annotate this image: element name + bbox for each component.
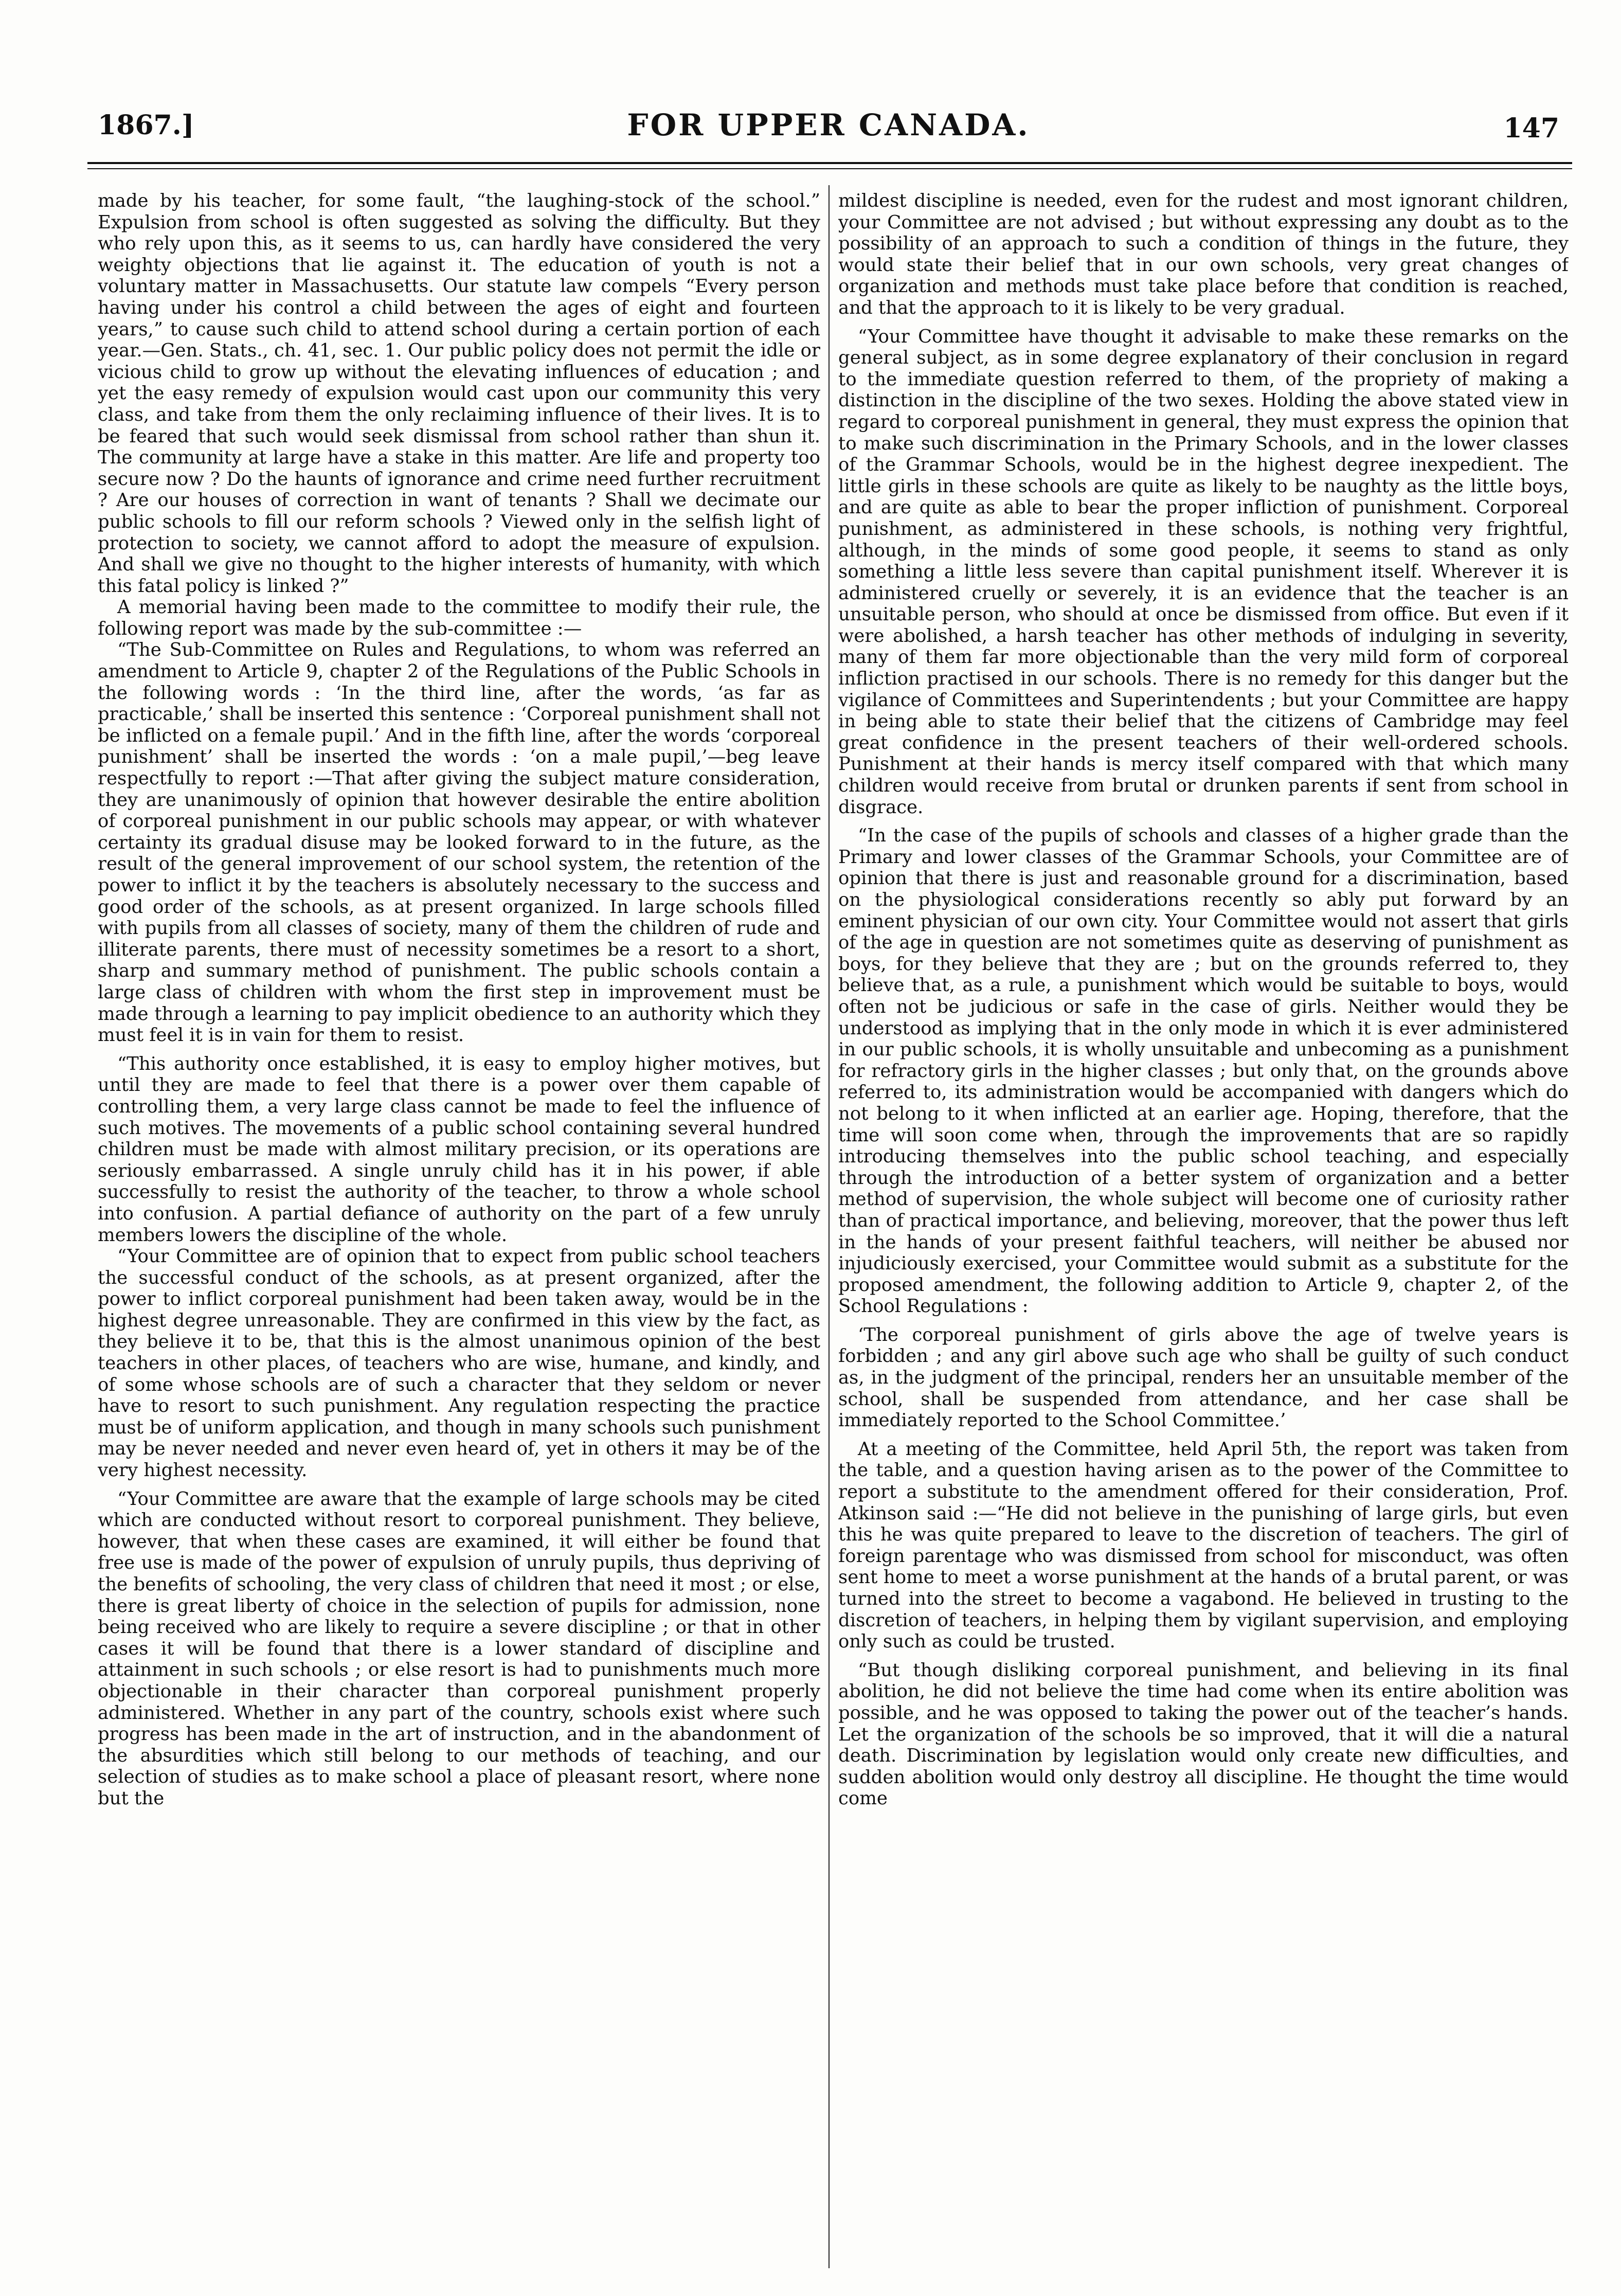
header-rule-thick [87, 162, 1572, 164]
paragraph: “In the case of the pupils of schools and classes of a higher grade than the Primary and lower classes of the Grammar Schools, your Committee are of opinion that there is just and reasonable ground for a discrimination, based on the physiological considerations recently so ably put forward by an eminent physician of our own city. Your Committee would not assert that girls of the age in question are not sometimes quite as deserving of punishment as boys, for they believe that they are ; but on the grounds referred to, they believe that, as a rule, a punishment which would be suitable to boys, would often not be judicious or safe in the case of girls. Neither would they be understood as implying that in the only mode in which it is ever administered in our public schools, it is wholly unsuitable and unbecoming as a punishment for refractory girls in the higher classes ; but only that, on the grounds above referred to, its administration would be accompanied with dangers which do not belong to it when inflicted at an earlier age. Hoping, therefore, that the time will soon come when, through the improvements that are so rapidly introducing themselves into the public school teaching, and especially through the introduction of a better system of organization and a better method of supervision, the whole subject will become one of curiosity rather than of practical importance, and believing, moreover, that the power thus left in the hands of your present faithful teachers, will neither be abused nor injudiciously exercised, your Committee would submit as a substitute for the proposed amendment, the following addition to Article 9, chapter 2, of the School Regulations : [838, 825, 1569, 1317]
paragraph: “Your Committee have thought it advisable to make these remarks on the general subject, as in some degree explanatory of their conclusion in regard to the immediate question referred to them, of the propriety of making a distinction in the discipline of the two sexes. Holding the above stated view in regard to corporeal punishment in general, they must express the opinion that to make such discrimination in the Primary Schools, and in the lower classes of the Grammar Schools, would be in the highest degree inexpedient. The little girls in these schools are quite as likely to be naughty as the little boys, and are quite as able to bear the proper infliction of punishment. Corporeal punishment, as administered in these schools, is nothing very frightful, although, in the minds of some good people, it seems to stand as only something a little less severe than capital punishment itself. Wherever it is administered cruelly or severely, it is an evidence that the teacher is an unsuitable person, who should at once be dismissed from office. But even if it were abolished, a harsh teacher has other methods of indulging in severity, many of them far more objectionable than the very mild form of corporeal infliction practised in our schools. There is no remedy for this danger but the vigilance of Committees and Superintendents ; but your Committee are happy in being able to state their belief that the citizens of Cambridge may feel great confidence in the present teachers of their well-ordered schools. Punishment at their hands is mercy itself compared with that which many children would receive from brutal or drunken parents if sent from school in disgrace. [838, 326, 1569, 818]
paragraph: “Your Committee are of opinion that to expect from public school teachers the successful conduct of the schools, as at present organized, after the power to inflict corporeal punishment had been taken away, would be in the highest degree unreasonable. They are confirmed in this view by the fact, as they believe it to be, that this is the almost unanimous opinion of the best teachers in other places, of teachers who are wise, humane, and kindly, and of some whose schools are of such a character that they seldom or never have to resort to such punishment. Any regulation respecting the practice must be of uniform application, and though in many schools such punishment may be never needed and never even heard of, yet in others it may be of the very highest necessity. [98, 1246, 820, 1481]
left-column [98, 190, 820, 2268]
header-title: FOR UPPER CANADA. [627, 107, 1030, 142]
paragraph: “This authority once established, it is easy to employ higher motives, but until they are made to feel that there is a power over them capable of controlling them, a very large class cannot be made to feel the influence of such motives. The movements of a public school containing several hundred children must be made with almost military precision, or its operations are seriously embarrassed. A single unruly child has it in his power, if able successfully to resist the authority of the teacher, to throw a whole school into confusion. A partial defiance of authority on the part of a few unruly members lowers the discipline of the whole. [98, 1053, 820, 1246]
column-divider [828, 185, 830, 2268]
paragraph: At a meeting of the Committee, held April 5th, the report was taken from the table, and a question having arisen as to the power of the Committee to report a substitute to the amendment offered for their consideration, Prof. Atkinson said :—“He did not believe in the punishing of large girls, but even this he was quite prepared to leave to the discretion of teachers. The girl of foreign parentage who was dismissed from school for misconduct, was often sent home to meet a worse punishment at the hands of a brutal parent, or was turned into the street to become a vagabond. He believed in trusting to the discretion of teachers, in helping them by vigilant supervision, and employing only such as could be trusted. [838, 1438, 1569, 1653]
paragraph: “But though disliking corporeal punishment, and believing in its final abolition, he did not believe the time had come when its entire abolition was possible, and he was opposed to taking the power out of the teacher’s hands. Let the organization of the schools be so improved, that it will die a natural death. Discrimination by legislation would only create new difficulties, and sudden abolition would only destroy all discipline. He thought the time would come [838, 1659, 1569, 1809]
header-year: 1867.] [98, 110, 194, 141]
page-header [98, 100, 1559, 147]
header-rule-thin [87, 168, 1572, 169]
paragraph: “The Sub-Committee on Rules and Regulations, to whom was referred an amendment to Article 9, chapter 2 of the Regulations of the Public Schools in the following words : ‘In the third line, after the words, ‘as far as practicable,’ shall be inserted this sentence : ‘Corporeal punishment shall not be inflicted on a female pupil.’ And in the fifth line, after the words ‘corporeal punishment’ shall be inserted the words : ‘on a male pupil,’—beg leave respectfully to report :—That after giving the subject mature consideration, they are unanimously of opinion that however desirable the entire abolition of corporeal punishment in our public schools may appear, or with whatever certainty its gradual disuse may be looked forward to in the future, as the result of the general improvement of our school system, the retention of the power to inflict it by the teachers is absolutely necessary to the success and good order of the schools, as at present organized. In large schools filled with pupils from all classes of society, many of them the children of rude and illiterate parents, there must of necessity sometimes be a resort to a short, sharp and summary method of punishment. The public schools contain a large class of children with whom the first step in improvement must be made through a learning to pay implicit obedience to an authority which they must feel it is in vain for them to resist. [98, 639, 820, 1046]
paragraph: made by his teacher, for some fault, “the laughing-stock of the school.” Expulsion from school is often suggested as solving the difficulty. But they who rely upon this, as it seems to us, can hardly have considered the very weighty objections that lie against it. The education of youth is not a voluntary matter in Massachusetts. Our statute law compels “Every person having under his control a child between the ages of eight and fourteen years,” to cause such child to attend school during a certain portion of each year.—Gen. Stats., ch. 41, sec. 1. Our public policy does not permit the idle or vicious child to grow up without the elevating influences of education ; and yet the easy remedy of expulsion would cast upon our community this very class, and take from them the only reclaiming influence of their lives. It is to be feared that such would seek dismissal from school rather than shun it. The community at large have a stake in this matter. Are life and property too secure now ? Do the haunts of ignorance and crime need further recruitment ? Are our houses of correction in want of tenants ? Shall we decimate our public schools to fill our reform schools ? Viewed only in the selfish light of protection to society, we cannot afford to adopt the measure of expulsion. And shall we give no thought to the higher interests of humanity, with which this fatal policy is linked ?” [98, 190, 820, 597]
right-column [838, 190, 1569, 2268]
paragraph: “Your Committee are aware that the example of large schools may be cited which are conducted without resort to corporeal punishment. They believe, however, that when these cases are examined, it will either be found that free use is made of the power of expulsion of unruly pupils, thus depriving of the benefits of schooling, the very class of children that need it most ; or else, there is great liberty of choice in the selection of pupils for admission, none being received who are likely to require a severe discipline ; or that in other cases it will be found that there is a lower standard of discipline and attainment in such schools ; or else resort is had to punishments much more objectionable in their character than corporeal punishment properly administered. Whether in any part of the country, schools exist where such progress has been made in the art of instruction, and in the abandonment of the absurdities which still belong to our methods of teaching, and our selection of studies as to make school a place of pleasant resort, where none but the [98, 1488, 820, 1809]
paragraph: mildest discipline is needed, even for the rudest and most ignorant children, your Committee are not advised ; but without expressing any doubt as to the possibility of an approach to such a condition of things in the future, they would state their belief that in our own schools, very great changes of organization and methods must take place before that condition is reached, and that the approach to it is likely to be very gradual. [838, 190, 1569, 318]
paragraph: A memorial having been made to the committee to modify their rule, the following report was made by the sub-committee :— [98, 597, 820, 639]
block-quote: ‘The corporeal punishment of girls above the age of twelve years is forbidden ; and any girl above such age who shall be guilty of such conduct as, in the judgment of the principal, renders her an unsuitable member of the school, shall be suspended from attendance, and her case shall be immediately reported to the School Committee.’ [838, 1324, 1569, 1431]
page-number: 147 [1503, 113, 1559, 144]
